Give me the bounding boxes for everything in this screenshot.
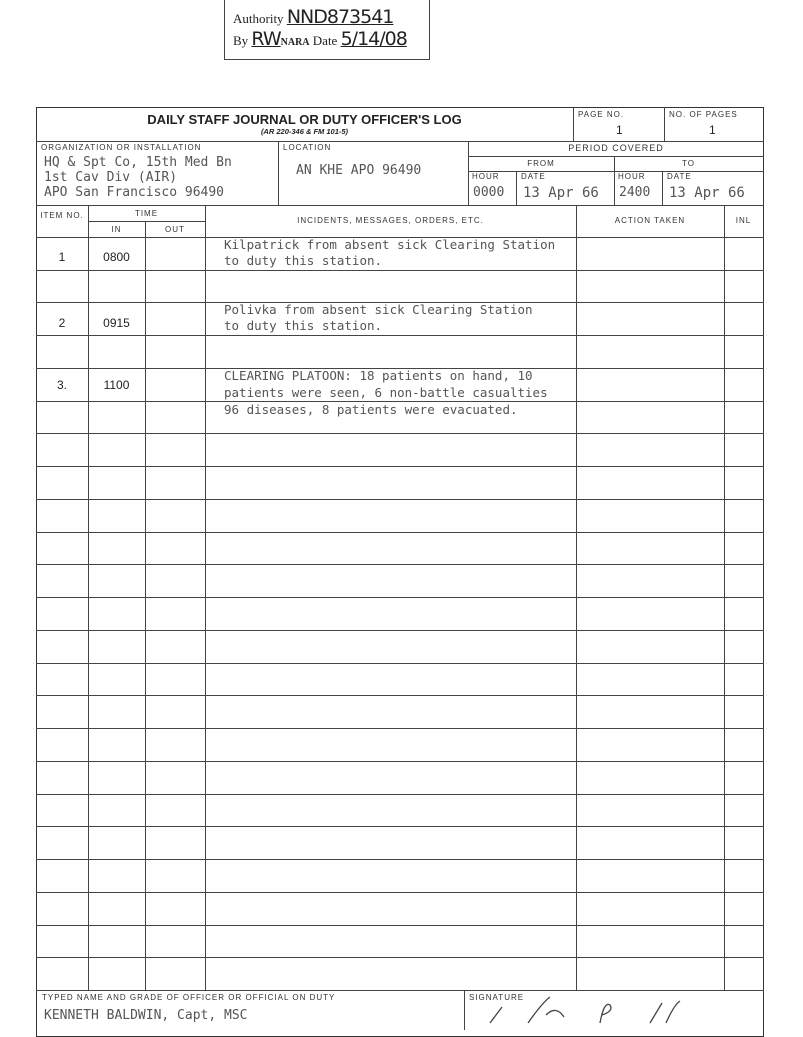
col-incidents-header: INCIDENTS, MESSAGES, ORDERS, ETC. bbox=[297, 216, 484, 225]
by-label: By bbox=[233, 33, 249, 48]
declassification-stamp bbox=[224, 0, 430, 60]
page-no: 1 bbox=[616, 123, 623, 137]
entry-item-no: 3. bbox=[56, 377, 67, 392]
col-action-header: ACTION TAKEN bbox=[614, 216, 686, 225]
form-title-block bbox=[36, 107, 573, 141]
signature-image bbox=[480, 995, 710, 1025]
signature-label: SIGNATURE bbox=[469, 993, 525, 1002]
location-value: AN KHE APO 96490 bbox=[296, 163, 422, 178]
org-line: HQ & Spt Co, 15th Med Bn bbox=[44, 155, 232, 170]
to-label: TO bbox=[682, 159, 695, 168]
entry-time-in: 0800 bbox=[103, 249, 130, 264]
authority-value: NND873541 bbox=[286, 6, 394, 28]
to-date: 13 Apr 66 bbox=[669, 185, 745, 201]
period-covered-label: PERIOD COVERED bbox=[568, 143, 664, 153]
from-hour-label: HOUR bbox=[472, 172, 500, 181]
stamp-date: 5/14/08 bbox=[340, 28, 407, 50]
from-hour: 0000 bbox=[473, 185, 505, 200]
to-hour: 2400 bbox=[619, 185, 651, 200]
form-title: DAILY STAFF JOURNAL OR DUTY OFFICER'S LOG bbox=[147, 112, 462, 127]
col-inl-header: INL bbox=[735, 216, 752, 225]
from-label: FROM bbox=[527, 159, 555, 168]
org-line: 1st Cav Div (AIR) bbox=[44, 170, 178, 185]
col-in-header: IN bbox=[111, 225, 122, 234]
page-no-label: PAGE NO. bbox=[578, 110, 625, 119]
organization-value bbox=[44, 155, 232, 200]
officer-name: KENNETH BALDWIN, Capt, MSC bbox=[44, 1008, 248, 1023]
from-date-label: DATE bbox=[521, 172, 546, 181]
to-date-label: DATE bbox=[667, 172, 692, 181]
form-subtitle: (AR 220-346 & FM 101-5) bbox=[260, 127, 349, 136]
entry-incident: Polivka from absent sick Clearing Station to duty this station. bbox=[224, 302, 533, 333]
by-initials: RW bbox=[251, 28, 281, 50]
authority-label: Authority bbox=[233, 11, 284, 26]
from-date: 13 Apr 66 bbox=[523, 185, 599, 201]
org-line: APO San Francisco 96490 bbox=[44, 185, 225, 200]
nara-label: NARA bbox=[280, 37, 310, 48]
entry-time-in: 0915 bbox=[103, 315, 130, 330]
entry-item-no: 2 bbox=[58, 315, 66, 330]
officer-label: TYPED NAME AND GRADE OF OFFICER OR OFFICIAL ON DUTY bbox=[42, 993, 336, 1002]
entry-incident: Kilpatrick from absent sick Clearing Station to duty this station. bbox=[224, 237, 556, 268]
col-time-header: TIME bbox=[134, 209, 159, 218]
entry-item-no: 1 bbox=[58, 249, 66, 264]
col-item-header: ITEM NO. bbox=[40, 211, 84, 220]
organization-label: ORGANIZATION OR INSTALLATION bbox=[41, 143, 202, 152]
col-out-header: OUT bbox=[165, 225, 185, 234]
entry-time-in: 1100 bbox=[103, 377, 130, 392]
no-of-pages-label: NO. OF PAGES bbox=[669, 110, 738, 119]
entry-incident: CLEARING PLATOON: 18 patients on hand, 10 patients were seen, 6 non-battle casualties 96 diseases, 8 patients were evacuated. bbox=[224, 368, 548, 417]
no-of-pages: 1 bbox=[709, 123, 716, 137]
to-hour-label: HOUR bbox=[618, 172, 646, 181]
location-label: LOCATION bbox=[283, 143, 332, 152]
date-label: Date bbox=[312, 33, 338, 48]
